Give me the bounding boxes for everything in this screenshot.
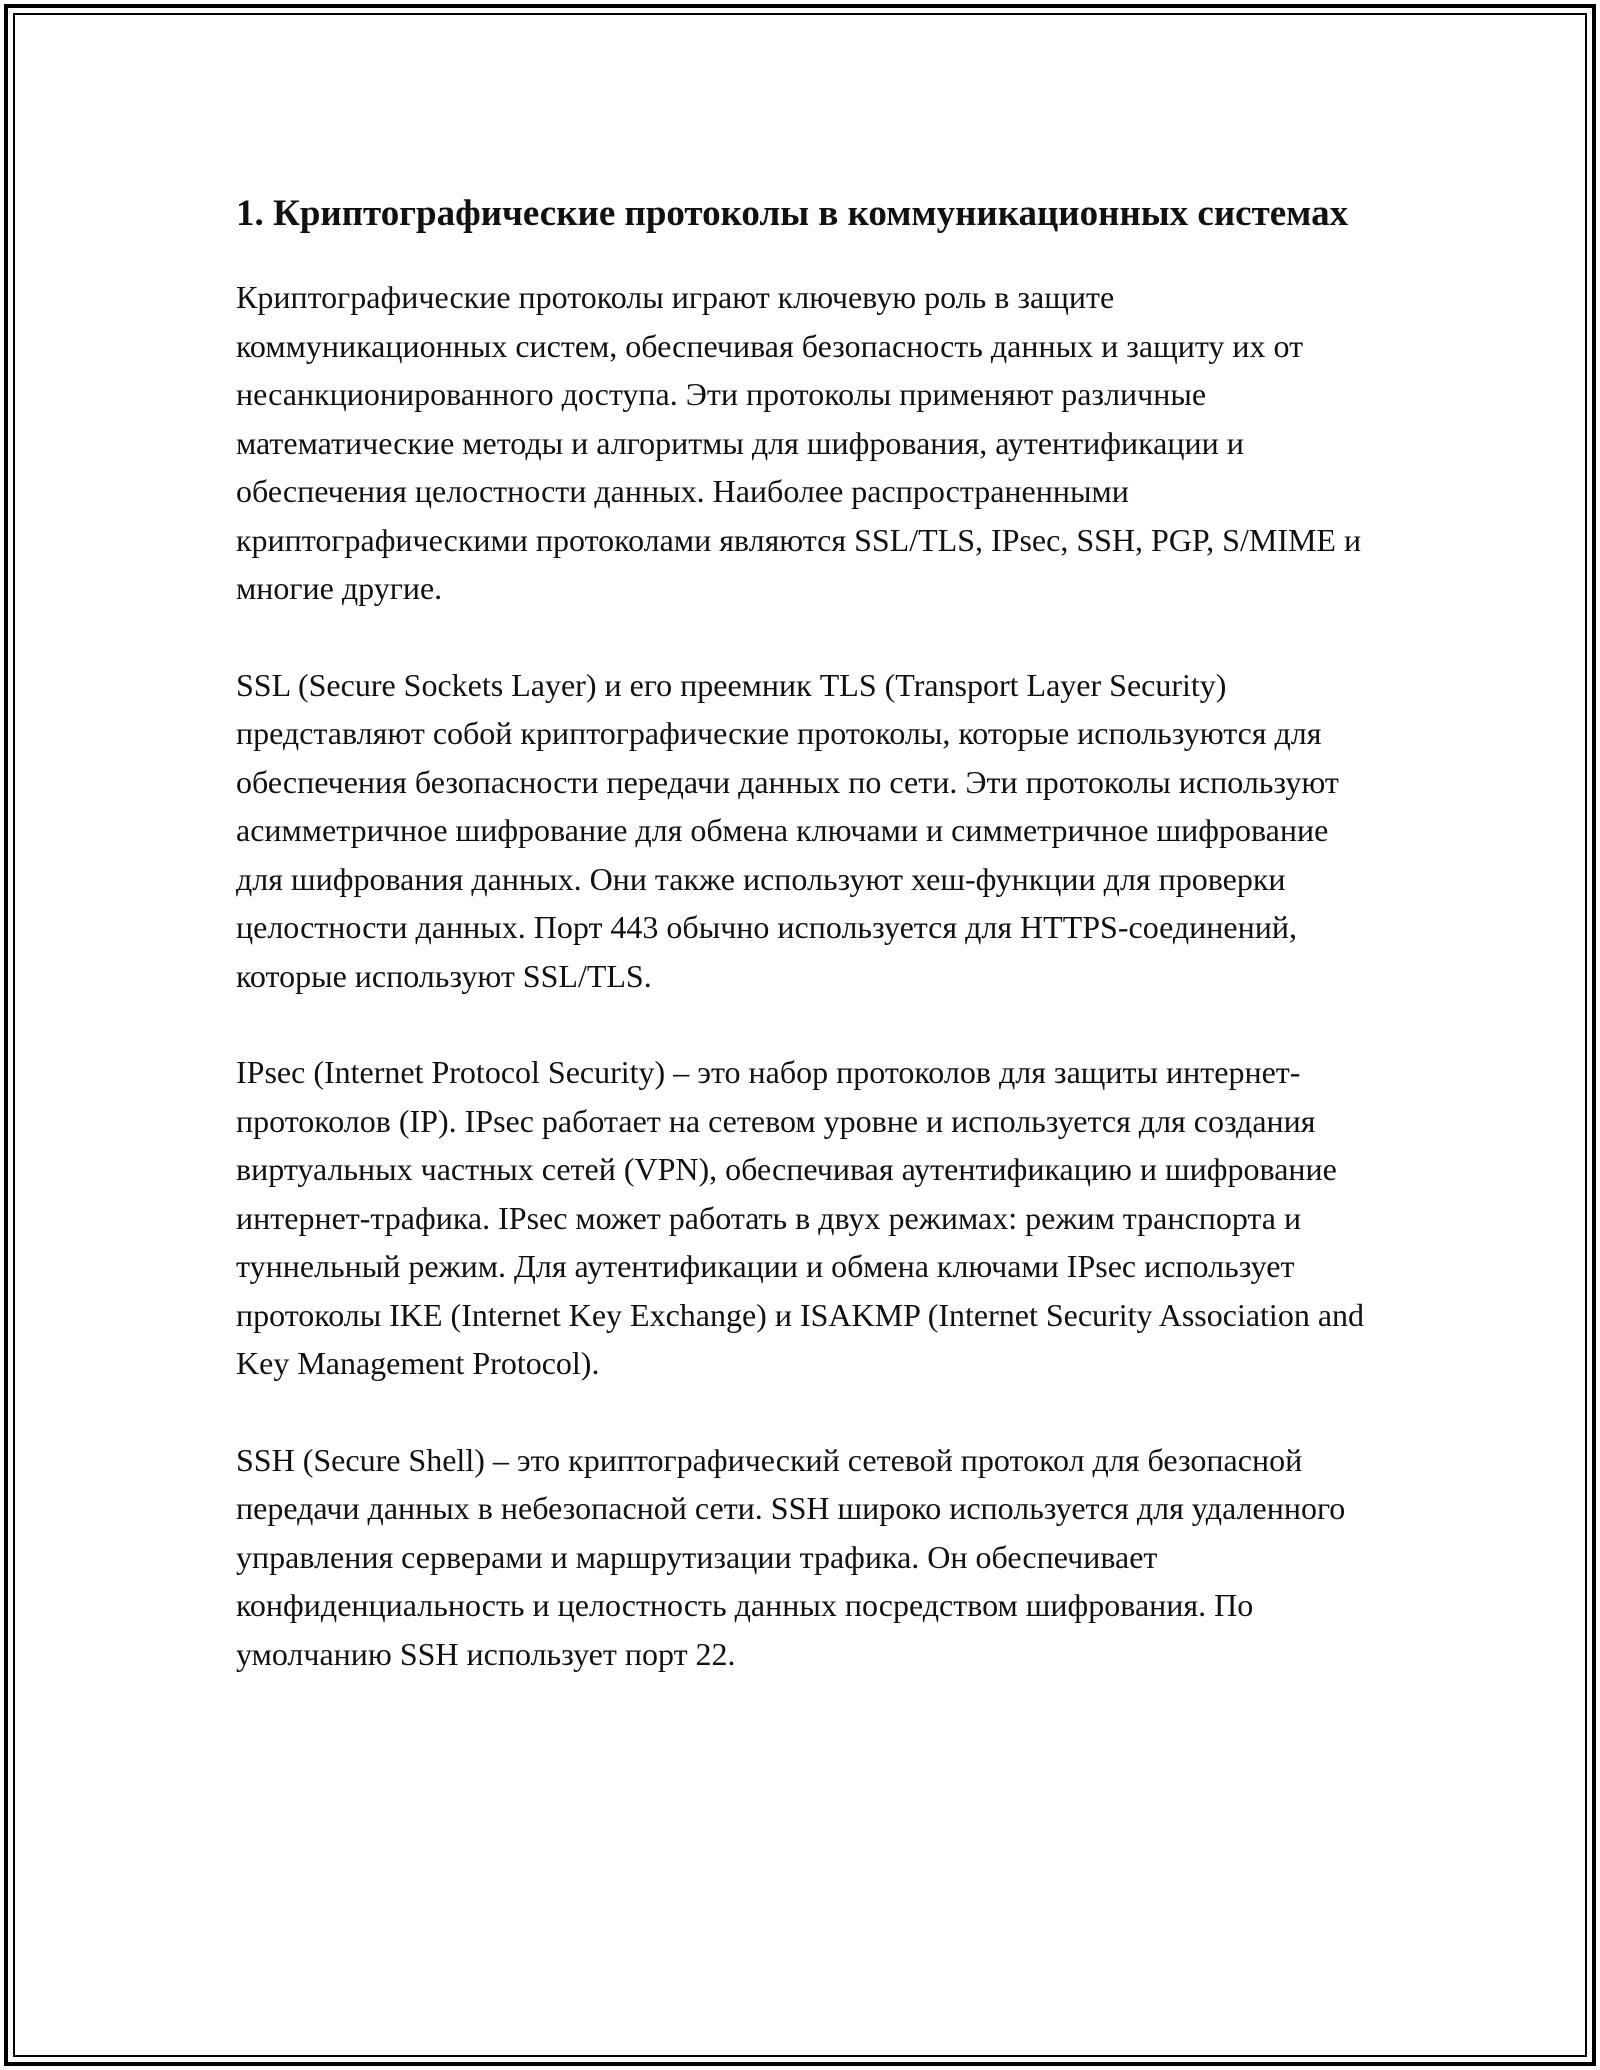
paragraph-ipsec: IPsec (Internet Protocol Security) – это набор протоколов для защиты интернет-протоколов (IP). IPsec работает на сетевом уровне и используется для создания виртуальных частных сетей (VPN), обеспечивая аутентификацию и шифрование интернет-трафика. IPsec может работать в двух режимах: режим транспорта и туннельный режим. Для аутентификации и обмена ключами IPsec использует протоколы IKE (Internet Key Exchange) и ISAKMP (Internet Security Association and Key Management Protocol). bbox=[236, 1054, 1365, 1381]
document-body bbox=[236, 186, 1376, 1726]
paragraph-ssh: SSH (Secure Shell) – это криптографический сетевой протокол для безопасной передачи данных в небезопасной сети. SSH широко используется для удаленного управления серверами и маршрутизации трафика. Он обеспечивает конфиденциальность и целостность данных посредством шифрования. По умолчанию SSH использует порт 22. bbox=[236, 1441, 1346, 1672]
paragraph-ssl-tls: SSL (Secure Sockets Layer) и его преемник TLS (Transport Layer Security) представляют собой криптографические протоколы, которые используются для обеспечения безопасности передачи данных по сети. Эти протоколы используют асимметричное шифрование для обмена ключами и симметричное шифрование для шифрования данных. Они также используют хеш-функции для проверки целостности данных. Порт 443 обычно используется для HTTPS-соединений, которые используют SSL/TLS. bbox=[236, 666, 1339, 994]
section-heading: 1. Криптографические протоколы в коммуникационных системах bbox=[236, 193, 1349, 234]
paragraph-intro: Криптографические протоколы играют ключевую роль в защите коммуникационных систем, обеспечивая безопасность данных и защиту их от несанкционированного доступа. Эти протоколы применяют различные математические методы и алгоритмы для шифрования, аутентификации и обеспечения целостности данных. Наиболее распространенными криптографическими протоколами являются SSL/TLS, IPsec, SSH, PGP, S/MIME и многие другие. bbox=[236, 279, 1362, 606]
